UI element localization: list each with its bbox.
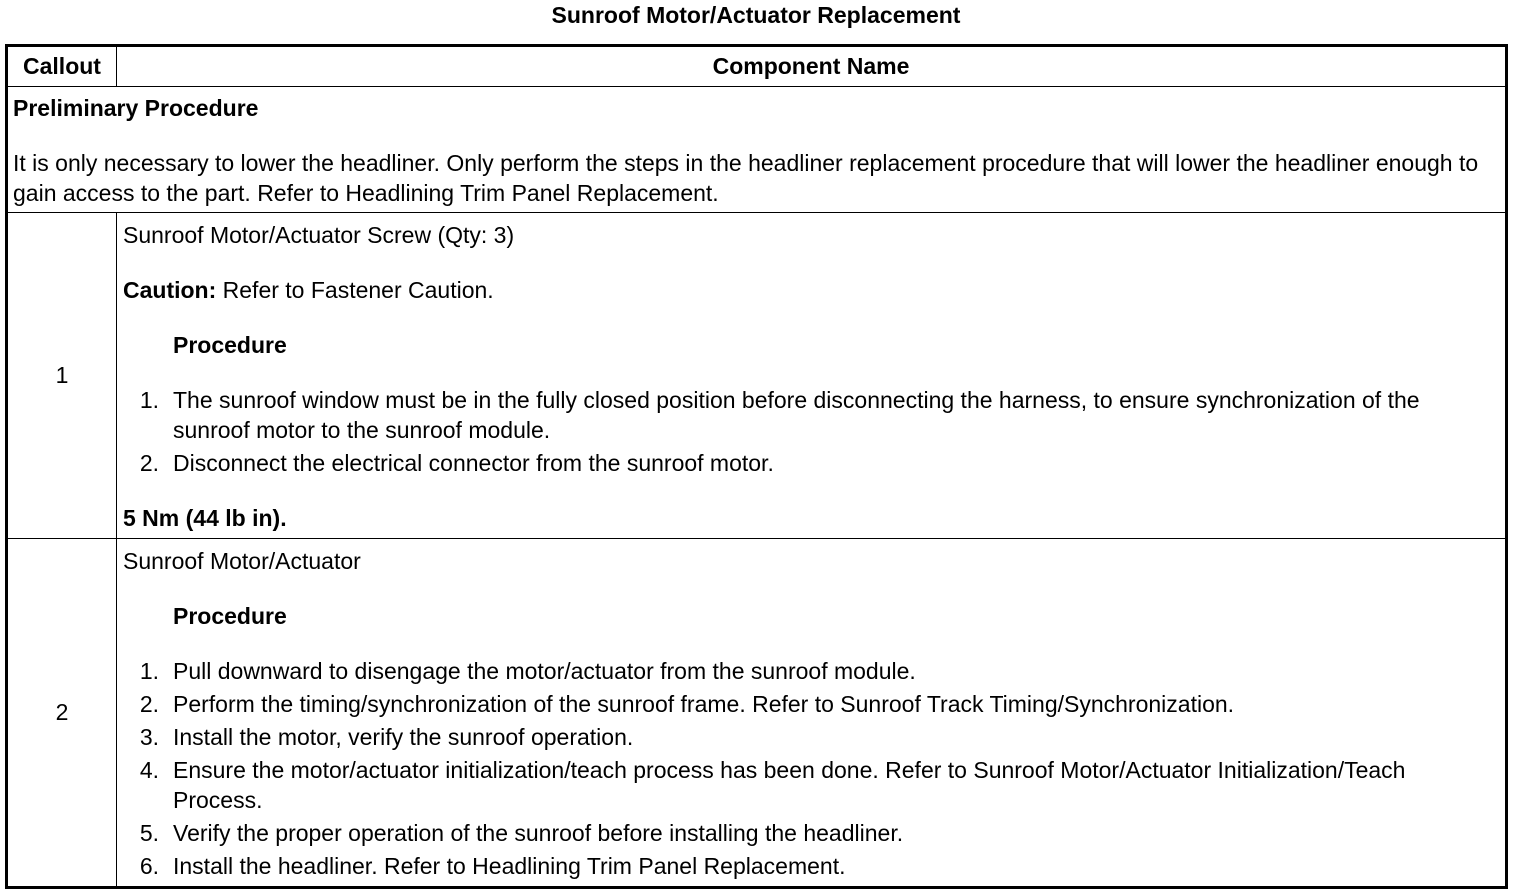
procedure-steps	[123, 385, 1495, 478]
preliminary-text: It is only necessary to lower the headliner. Only perform the steps in the headliner replacement procedure that will lower the headliner enough to gain access to the part. Refer to Headlining Trim Panel Replacement.	[13, 150, 1479, 206]
callout-column-header: Callout	[7, 46, 117, 87]
list-item	[123, 448, 1495, 478]
step-number: 1.	[139, 658, 159, 684]
preliminary-cell	[7, 87, 1507, 213]
preliminary-heading: Preliminary Procedure	[13, 95, 259, 121]
step-number: 5.	[139, 820, 159, 846]
step-number: 3.	[139, 724, 159, 750]
table-row	[7, 539, 1507, 888]
step-text: The sunroof window must be in the fully closed position before disconnecting the harness, to ensure synchronization of the sunroof motor to the sunroof module.	[173, 387, 1420, 443]
step-number: 2.	[139, 450, 159, 476]
step-text: Install the motor, verify the sunroof operation.	[173, 724, 634, 750]
table-row	[7, 213, 1507, 539]
procedure-heading: Procedure	[173, 603, 287, 629]
caution-note	[123, 275, 1495, 305]
torque-spec	[123, 503, 1495, 533]
step-number: 2.	[139, 691, 159, 717]
component-cell	[117, 213, 1507, 539]
step-text: Ensure the motor/actuator initialization/teach process has been done. Refer to Sunroof Motor/Actuator Initialization/Teach Process.	[173, 757, 1406, 813]
torque-value: 5 Nm (44 lb in).	[123, 505, 287, 531]
callout-number: 1	[7, 213, 117, 539]
caution-text: Refer to Fastener Caution.	[216, 277, 494, 303]
procedure-steps	[123, 656, 1495, 881]
procedure-heading: Procedure	[173, 332, 287, 358]
preliminary-row	[7, 87, 1507, 213]
step-number: 6.	[139, 853, 159, 879]
step-text: Pull downward to disengage the motor/actuator from the sunroof module.	[173, 658, 916, 684]
step-number: 1.	[139, 387, 159, 413]
page-title: Sunroof Motor/Actuator Replacement	[551, 2, 961, 28]
component-cell	[117, 539, 1507, 888]
step-text: Perform the timing/synchronization of the sunroof frame. Refer to Sunroof Track Timing/Synchronization.	[173, 691, 1235, 717]
list-item	[123, 689, 1495, 719]
caution-label: Caution:	[123, 277, 217, 303]
list-item	[123, 818, 1495, 848]
table-header-row	[7, 46, 1507, 87]
component-name: Sunroof Motor/Actuator Screw (Qty: 3)	[123, 222, 515, 248]
component-name: Sunroof Motor/Actuator	[123, 548, 361, 574]
list-item	[123, 851, 1495, 881]
list-item	[123, 385, 1495, 445]
step-text: Verify the proper operation of the sunroof before installing the headliner.	[173, 820, 904, 846]
list-item	[123, 656, 1495, 686]
step-number: 4.	[139, 757, 159, 783]
procedure-table	[5, 44, 1508, 889]
callout-number: 2	[7, 539, 117, 888]
list-item	[123, 722, 1495, 752]
step-text: Install the headliner. Refer to Headlining Trim Panel Replacement.	[173, 853, 846, 879]
list-item	[123, 755, 1495, 815]
component-name-column-header: Component Name	[117, 46, 1507, 87]
step-text: Disconnect the electrical connector from the sunroof motor.	[173, 450, 774, 476]
